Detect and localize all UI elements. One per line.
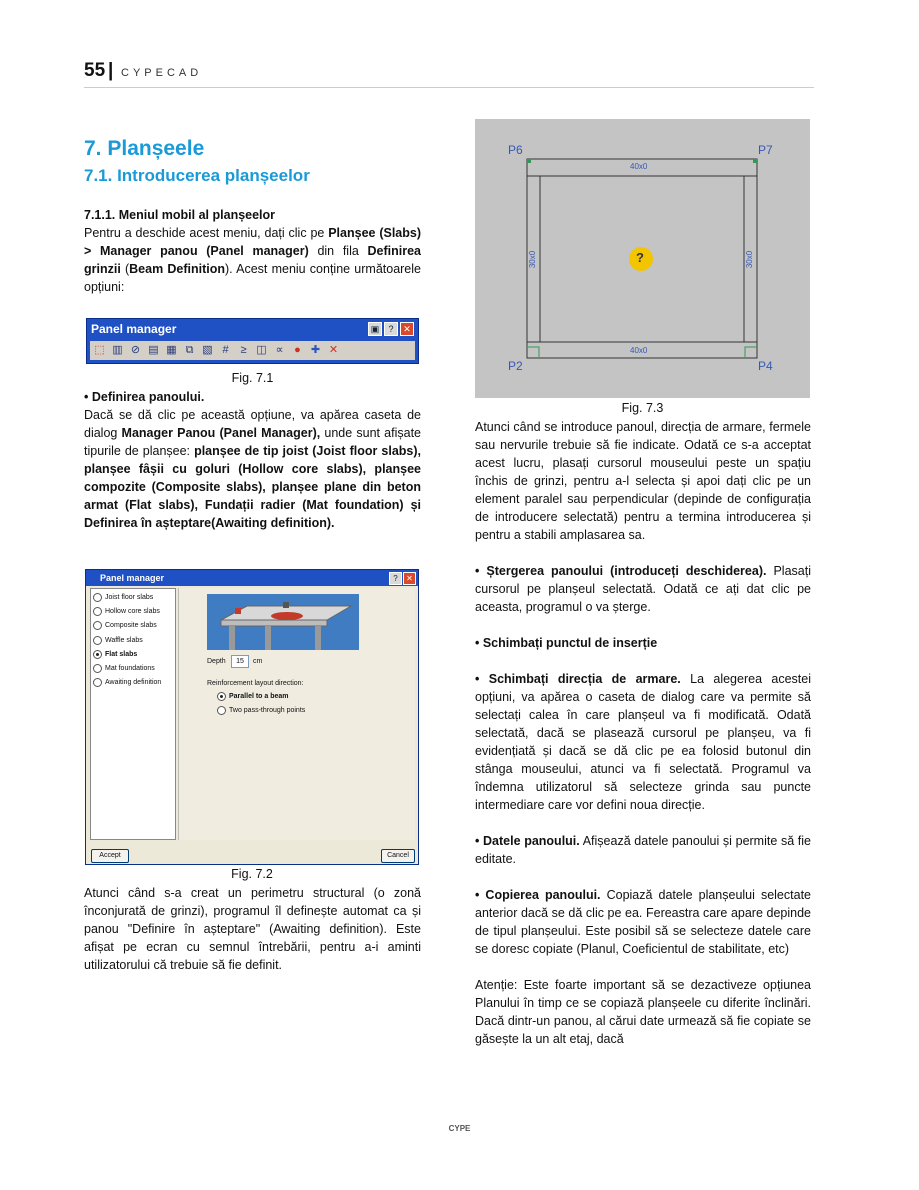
toolbar-icon-row: [90, 341, 415, 360]
dialog-close-button[interactable]: ✕: [403, 572, 416, 585]
reinforcement-label: Reinforcement layout direction:: [207, 680, 304, 687]
alpha-icon[interactable]: ∝: [275, 344, 284, 356]
fig1-caption: Fig. 7.1: [231, 371, 274, 385]
slab-type-option[interactable]: Joist floor slabs: [91, 590, 175, 604]
label-p2: P2: [508, 359, 523, 373]
panel-manager-toolbar: [86, 318, 419, 364]
fig2-caption: Fig. 7.2: [231, 867, 273, 881]
section-title: 7.1. Introducerea planșeelor: [84, 166, 310, 185]
option-parallel-beam[interactable]: Parallel to a beam: [217, 692, 289, 701]
toolbar-title: Panel manager: [91, 322, 177, 336]
bullet-define-panel: • Definirea panoului. Dacă se dă clic pe această opțiune, va apărea caseta de dialog Manager Panou (Panel Manager), unde sunt afișate tipurile de planșee: planșee de tip joist (Joist floor slabs), planșee fâșii cu goluri (Hollow core slabs), planșee compozite (Composite slabs), planșee plane din beton armat (Flat slabs), Fundații radier (Mat foundation) și Definirea în așteptare(Awaiting definition).: [84, 390, 422, 530]
option-two-points[interactable]: Two pass-through points: [217, 706, 305, 715]
bullet-insertion-point: • Schimbați punctul de inserție: [475, 636, 658, 650]
delete-icon[interactable]: ✕: [328, 344, 339, 356]
label-p6: P6: [508, 143, 523, 157]
delete-opening-icon[interactable]: ▥: [112, 344, 123, 356]
slab-type-option[interactable]: Mat foundations: [91, 661, 175, 675]
bullet-copy-panel: • Copierea panoului. Copiază datele planșeului selectate anterior dacă se dă clic pe ea. Fereastra care apare depinde de tipul planșeului. Este posibil să se selecteze datele care se doresc copiate (Planul, Coeficientul de stabilitate, etc): [475, 888, 811, 956]
toolbar-help-button[interactable]: ?: [384, 322, 398, 336]
panel-manager-dialog: [85, 569, 419, 865]
header-rule: [84, 87, 814, 88]
grid-icon[interactable]: ▧: [202, 344, 213, 356]
toolbar-pin-button[interactable]: ▣: [368, 322, 382, 336]
slab-type-option[interactable]: Waffle slabs: [91, 633, 175, 647]
dialog-help-button[interactable]: ?: [389, 572, 402, 585]
dome-icon[interactable]: ●: [294, 344, 301, 356]
left-intro-block: [84, 206, 421, 296]
split-icon[interactable]: ≥: [240, 344, 247, 356]
slope-icon[interactable]: ◫: [256, 344, 267, 356]
insertion-point-icon[interactable]: ⊘: [130, 344, 141, 356]
slab-type-option[interactable]: Flat slabs: [91, 647, 175, 661]
right-text-block: [475, 418, 811, 1048]
dialog-title: Panel manager: [86, 570, 418, 586]
cancel-button[interactable]: Cancel: [381, 849, 415, 863]
rib-direction-icon[interactable]: ▤: [148, 344, 159, 356]
slab-type-list: [90, 588, 176, 840]
header-separator: |: [108, 60, 114, 81]
intro-paragraph: Pentru a deschide acest meniu, dați clic pe Planșee (Slabs) > Manager panou (Panel manager) din fila Definirea grinzii (Beam Definition). Acest meniu conține următoarele opțiuni:: [84, 226, 422, 294]
beam-top-label: 40x0: [630, 162, 648, 171]
beam-bottom-label: 40x0: [630, 346, 648, 355]
toolbar-close-button[interactable]: ✕: [400, 322, 414, 336]
slab-type-option[interactable]: Awaiting definition: [91, 676, 175, 690]
page-number: 55: [84, 60, 106, 81]
beam-left-label: 30x0: [528, 250, 538, 269]
left-after-fig2: Atunci când s-a creat un perimetru structural (o zonă înconjurată de grinzi), programul îl definește automat ca și panou "Definire în așteptare" (Awaiting definition). Este afișat pe ecran cu semnul întrebării, pentru a-i aminti utilizatorului că trebuie să fie definit.: [84, 886, 421, 972]
panel-data-icon[interactable]: ▦: [166, 344, 177, 356]
subsection-heading: 7.1.1. Meniul mobil al planșeelor: [84, 208, 276, 222]
slab-type-option[interactable]: Hollow core slabs: [91, 604, 175, 618]
chapter-title: 7. Planșeele: [84, 137, 205, 160]
accept-button[interactable]: Accept: [91, 849, 129, 863]
bullet-panel-data: • Datele panoului. Afișează datele panoului și permite să fie editate.: [475, 834, 812, 866]
label-p4: P4: [758, 359, 773, 373]
depth-input[interactable]: 15: [231, 655, 249, 668]
header-brand: CYPECAD: [121, 67, 203, 79]
arrow-icon[interactable]: #: [222, 344, 229, 356]
right-p1: Atunci când se introduce panoul, direcția de armare, fermele sau nervurile trebuie să fie indicate. Odată ce s-a acceptat acest lucru, plasați cursorul mouseului peste un spațiu închis de grinzi, pentru a-l selecta și apoi dați clic pe un element paralel sau perpendicular (depinde de configurația de introducere selectată) pentru a termina introducerea și pentru a stabili amplasarea sa.: [475, 420, 811, 542]
add-icon[interactable]: ✚: [310, 344, 321, 356]
panel-define-icon[interactable]: ⬚: [94, 344, 105, 356]
bullet-reinforcement-direction: • Schimbați direcția de armare. La alegerea acestei opțiuni, va apărea o caseta de dialog care va permite să selectați calea în care planșeul va fi modificată. Odată selectată, dacă se plasează cursorul pe planșeu, va fi evidențiată și dacă se dă clic pe ea folosid butonul din stânga mouseului, atunci va fi selectată. Programul va îndemna utilizatorul să selecteze grinda sau puncte intermediare care vor defini noua direcție.: [475, 672, 811, 812]
footer-brand: CYPE: [448, 1124, 471, 1133]
slab-type-option[interactable]: Composite slabs: [91, 619, 175, 633]
bullet-delete-panel: • Ștergerea panoului (introduceți deschiderea). Plasați cursorul pe planșeul selectată. Odată ce ați dat clic pe aceasta, programul o va șterge.: [475, 564, 811, 614]
question-mark-icon: ?: [636, 250, 644, 265]
dialog-options-pane: [178, 588, 415, 840]
flat-slab-illustration: [207, 594, 359, 650]
fig3-caption: Fig. 7.3: [621, 401, 664, 415]
label-p7: P7: [758, 143, 773, 157]
depth-unit: cm: [253, 658, 263, 665]
right-attention-paragraph: Atenție: Este foarte important să se dezactiveze opțiunea Planului în timp ce se copiază planșeele cu diferite înclinări. Dacă dintr-un panou, al cărui date urmează să fie copiate se găsește la un alt etaj, dacă: [475, 978, 811, 1046]
copy-panel-icon[interactable]: ⧉: [185, 344, 194, 356]
slab-drawing: [475, 119, 810, 398]
depth-label: Depth: [207, 658, 226, 665]
beam-right-label: 30x0: [745, 250, 755, 269]
